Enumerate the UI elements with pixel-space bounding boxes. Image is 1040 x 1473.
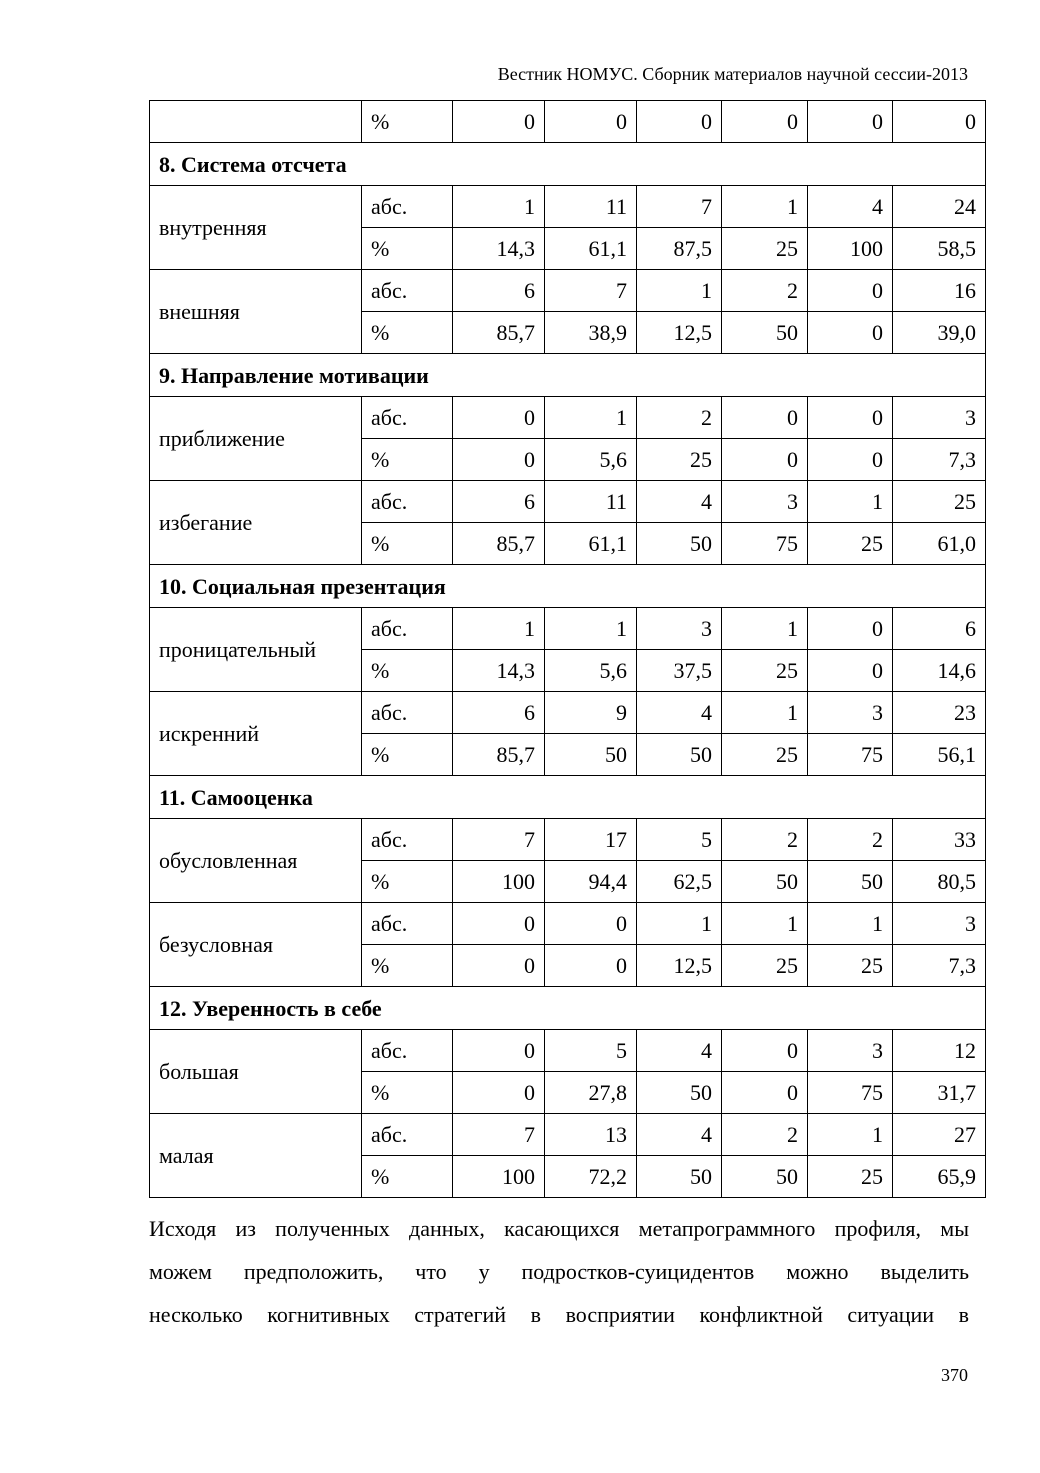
section-title: 8. Система отсчета	[150, 143, 986, 186]
value-cell: 2	[722, 270, 808, 312]
row-category-name: приближение	[150, 397, 362, 481]
unit-cell: %	[362, 101, 453, 143]
value-cell: 75	[808, 734, 893, 776]
value-cell: 61,0	[893, 523, 986, 565]
pct-unit-cell: %	[362, 228, 453, 270]
value-cell: 14,3	[453, 228, 545, 270]
value-cell: 37,5	[637, 650, 722, 692]
pct-unit-cell: %	[362, 523, 453, 565]
table-row	[150, 481, 986, 523]
value-cell: 0	[808, 439, 893, 481]
value-cell: 58,5	[893, 228, 986, 270]
table-row	[150, 270, 986, 312]
value-cell: 1	[722, 692, 808, 734]
value-cell: 50	[722, 312, 808, 354]
value-cell: 14,3	[453, 650, 545, 692]
value-cell: 5	[637, 819, 722, 861]
value-cell: 6	[453, 270, 545, 312]
abs-unit-cell: абс.	[362, 608, 453, 650]
abs-unit-cell: абс.	[362, 903, 453, 945]
page-number: 370	[941, 1365, 968, 1385]
pct-unit-cell: %	[362, 439, 453, 481]
value-cell: 0	[808, 101, 893, 143]
value-cell: 0	[808, 650, 893, 692]
value-cell: 12,5	[637, 945, 722, 987]
value-cell: 80,5	[893, 861, 986, 903]
value-cell: 62,5	[637, 861, 722, 903]
value-cell: 6	[453, 481, 545, 523]
value-cell: 0	[808, 270, 893, 312]
section-title: 11. Самооценка	[150, 776, 986, 819]
value-cell: 0	[453, 397, 545, 439]
value-cell: 0	[453, 945, 545, 987]
value-cell: 0	[545, 101, 637, 143]
value-cell: 5,6	[545, 650, 637, 692]
value-cell: 27	[893, 1114, 986, 1156]
pct-unit-cell: %	[362, 650, 453, 692]
value-cell: 1	[808, 481, 893, 523]
value-cell: 1	[637, 903, 722, 945]
section-title: 10. Социальная презентация	[150, 565, 986, 608]
value-cell: 3	[808, 692, 893, 734]
value-cell: 2	[722, 1114, 808, 1156]
value-cell: 13	[545, 1114, 637, 1156]
value-cell: 25	[893, 481, 986, 523]
value-cell: 0	[893, 101, 986, 143]
value-cell: 0	[637, 101, 722, 143]
value-cell: 0	[722, 439, 808, 481]
row-category-name: внешняя	[150, 270, 362, 354]
value-cell: 7,3	[893, 439, 986, 481]
value-cell: 72,2	[545, 1156, 637, 1198]
row-category-name: внутренняя	[150, 186, 362, 270]
value-cell: 1	[722, 186, 808, 228]
table-row	[150, 692, 986, 734]
value-cell: 24	[893, 186, 986, 228]
value-cell: 50	[637, 523, 722, 565]
value-cell: 1	[722, 608, 808, 650]
value-cell: 3	[722, 481, 808, 523]
value-cell: 4	[637, 481, 722, 523]
value-cell: 0	[453, 903, 545, 945]
value-cell: 0	[722, 1072, 808, 1114]
value-cell: 3	[637, 608, 722, 650]
abs-unit-cell: абс.	[362, 1030, 453, 1072]
section-title: 9. Направление мотивации	[150, 354, 986, 397]
paragraph-line: несколько когнитивных стратегий в восприятии конфликтной ситуации в	[149, 1302, 969, 1327]
value-cell: 50	[722, 861, 808, 903]
abs-unit-cell: абс.	[362, 397, 453, 439]
value-cell: 4	[808, 186, 893, 228]
abs-unit-cell: абс.	[362, 186, 453, 228]
value-cell: 31,7	[893, 1072, 986, 1114]
value-cell: 7	[453, 1114, 545, 1156]
value-cell: 1	[808, 903, 893, 945]
section-header-row	[150, 354, 986, 397]
value-cell: 7	[637, 186, 722, 228]
paragraph-line: можем предположить, что у подростков-суицидентов можно выделить	[149, 1259, 969, 1284]
pct-unit-cell: %	[362, 734, 453, 776]
value-cell: 3	[808, 1030, 893, 1072]
value-cell: 33	[893, 819, 986, 861]
value-cell: 12	[893, 1030, 986, 1072]
value-cell: 75	[722, 523, 808, 565]
value-cell: 0	[808, 312, 893, 354]
section-header-row	[150, 987, 986, 1030]
value-cell: 5,6	[545, 439, 637, 481]
value-cell: 14,6	[893, 650, 986, 692]
value-cell: 25	[722, 734, 808, 776]
value-cell: 25	[722, 650, 808, 692]
value-cell: 25	[722, 228, 808, 270]
value-cell: 17	[545, 819, 637, 861]
table-row	[150, 186, 986, 228]
value-cell: 61,1	[545, 523, 637, 565]
pct-unit-cell: %	[362, 312, 453, 354]
table-row	[150, 608, 986, 650]
value-cell: 0	[808, 608, 893, 650]
value-cell: 6	[893, 608, 986, 650]
value-cell: 94,4	[545, 861, 637, 903]
value-cell: 1	[545, 397, 637, 439]
value-cell: 1	[722, 903, 808, 945]
value-cell: 25	[808, 945, 893, 987]
value-cell: 50	[722, 1156, 808, 1198]
value-cell: 1	[453, 186, 545, 228]
row-category-name: обусловленная	[150, 819, 362, 903]
value-cell: 11	[545, 481, 637, 523]
row-category-name: безусловная	[150, 903, 362, 987]
pct-unit-cell: %	[362, 945, 453, 987]
value-cell: 7	[453, 819, 545, 861]
table-row	[150, 1030, 986, 1072]
value-cell: 1	[637, 270, 722, 312]
table-row	[150, 1114, 986, 1156]
running-header: Вестник НОМУС. Сборник материалов научной сессии-2013	[497, 64, 968, 84]
value-cell: 85,7	[453, 523, 545, 565]
value-cell: 4	[637, 1030, 722, 1072]
value-cell: 75	[808, 1072, 893, 1114]
value-cell: 1	[545, 608, 637, 650]
value-cell: 1	[453, 608, 545, 650]
section-title: 12. Уверенность в себе	[150, 987, 986, 1030]
row-name-empty	[150, 101, 362, 143]
value-cell: 7,3	[893, 945, 986, 987]
value-cell: 100	[453, 861, 545, 903]
value-cell: 7	[545, 270, 637, 312]
value-cell: 50	[545, 734, 637, 776]
value-cell: 11	[545, 186, 637, 228]
pct-unit-cell: %	[362, 1072, 453, 1114]
section-header-row	[150, 776, 986, 819]
row-category-name: искренний	[150, 692, 362, 776]
value-cell: 2	[808, 819, 893, 861]
value-cell: 2	[722, 819, 808, 861]
abs-unit-cell: абс.	[362, 692, 453, 734]
value-cell: 12,5	[637, 312, 722, 354]
value-cell: 3	[893, 903, 986, 945]
value-cell: 0	[545, 903, 637, 945]
value-cell: 0	[808, 397, 893, 439]
table-row	[150, 903, 986, 945]
value-cell: 0	[722, 1030, 808, 1072]
abs-unit-cell: абс.	[362, 270, 453, 312]
value-cell: 0	[453, 101, 545, 143]
value-cell: 38,9	[545, 312, 637, 354]
table-row	[150, 819, 986, 861]
pct-unit-cell: %	[362, 1156, 453, 1198]
value-cell: 0	[722, 397, 808, 439]
section-header-row	[150, 143, 986, 186]
value-cell: 0	[453, 1072, 545, 1114]
row-category-name: проницательный	[150, 608, 362, 692]
value-cell: 100	[453, 1156, 545, 1198]
value-cell: 85,7	[453, 734, 545, 776]
value-cell: 56,1	[893, 734, 986, 776]
value-cell: 3	[893, 397, 986, 439]
value-cell: 4	[637, 1114, 722, 1156]
section-header-row	[150, 565, 986, 608]
body-paragraph	[149, 1207, 969, 1336]
paragraph-line: Исходя из полученных данных, касающихся метапрограммного профиля, мы	[149, 1216, 969, 1241]
value-cell: 50	[637, 1156, 722, 1198]
value-cell: 0	[453, 439, 545, 481]
row-category-name: большая	[150, 1030, 362, 1114]
value-cell: 61,1	[545, 228, 637, 270]
row-category-name: малая	[150, 1114, 362, 1198]
value-cell: 65,9	[893, 1156, 986, 1198]
value-cell: 6	[453, 692, 545, 734]
value-cell: 9	[545, 692, 637, 734]
value-cell: 4	[637, 692, 722, 734]
value-cell: 27,8	[545, 1072, 637, 1114]
table-body	[150, 101, 986, 1198]
value-cell: 100	[808, 228, 893, 270]
value-cell: 16	[893, 270, 986, 312]
row-category-name: избегание	[150, 481, 362, 565]
table-row	[150, 101, 986, 143]
value-cell: 50	[637, 734, 722, 776]
value-cell: 5	[545, 1030, 637, 1072]
results-table	[149, 100, 986, 1198]
value-cell: 50	[637, 1072, 722, 1114]
abs-unit-cell: абс.	[362, 481, 453, 523]
value-cell: 25	[722, 945, 808, 987]
abs-unit-cell: абс.	[362, 819, 453, 861]
abs-unit-cell: абс.	[362, 1114, 453, 1156]
value-cell: 23	[893, 692, 986, 734]
value-cell: 50	[808, 861, 893, 903]
pct-unit-cell: %	[362, 861, 453, 903]
value-cell: 0	[722, 101, 808, 143]
value-cell: 25	[808, 1156, 893, 1198]
value-cell: 85,7	[453, 312, 545, 354]
value-cell: 25	[808, 523, 893, 565]
value-cell: 25	[637, 439, 722, 481]
value-cell: 2	[637, 397, 722, 439]
value-cell: 1	[808, 1114, 893, 1156]
value-cell: 0	[453, 1030, 545, 1072]
value-cell: 39,0	[893, 312, 986, 354]
table-row	[150, 397, 986, 439]
value-cell: 0	[545, 945, 637, 987]
value-cell: 87,5	[637, 228, 722, 270]
